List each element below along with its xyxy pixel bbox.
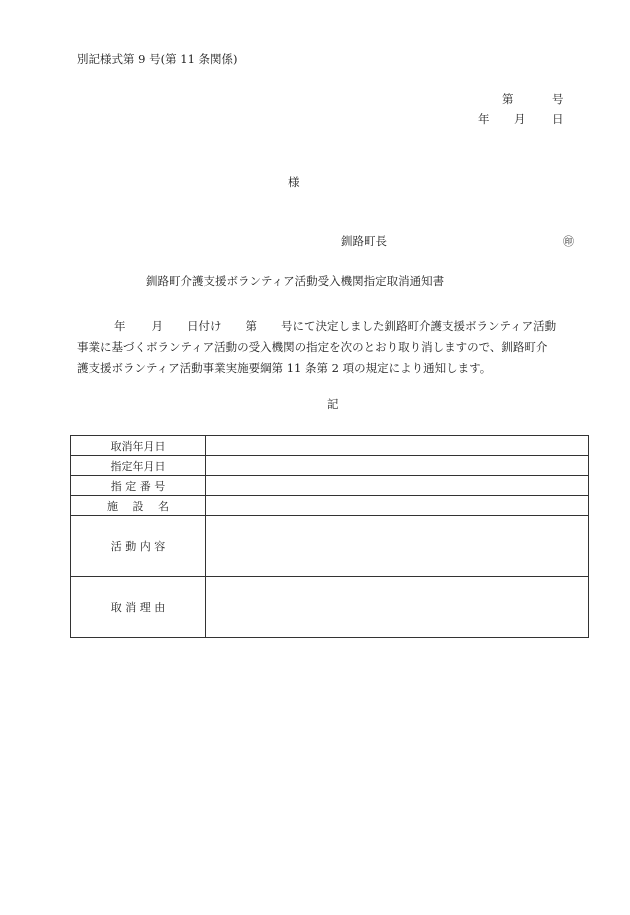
body-paragraph	[77, 316, 592, 379]
date-year: 年	[478, 112, 490, 126]
table-row	[71, 577, 589, 638]
addressee-sama: 様	[288, 175, 300, 189]
row-value-cancel-date[interactable]	[206, 436, 589, 456]
document-title: 釧路町介護支援ボランティア活動受入機関指定取消通知書	[146, 274, 445, 288]
table-row	[71, 436, 589, 456]
seal-mark: ㊞	[563, 235, 574, 248]
table-row	[71, 516, 589, 577]
row-value-facility-name[interactable]	[206, 496, 589, 516]
body-dai: 第	[245, 319, 257, 333]
table-row	[71, 496, 589, 516]
row-value-designation-date[interactable]	[206, 456, 589, 476]
body-line1-rest: 号にて決定しました釧路町介護支援ボランティア活動	[281, 319, 557, 333]
body-line-1	[77, 316, 592, 337]
row-value-activity[interactable]	[206, 516, 589, 577]
number-dai: 第	[502, 92, 514, 106]
table-row	[71, 456, 589, 476]
date-month: 月	[514, 112, 526, 126]
date-day: 日	[552, 112, 564, 126]
row-label-cancel-reason: 取 消 理 由	[71, 577, 206, 638]
body-line-2: 事業に基づくボランティア活動の受入機関の指定を次のとおり取り消しますので、釧路町介	[77, 340, 548, 354]
row-value-cancel-reason[interactable]	[206, 577, 589, 638]
sender-title: 釧路町長	[341, 234, 387, 248]
row-value-designation-number[interactable]	[206, 476, 589, 496]
row-label-activity: 活 動 内 容	[71, 516, 206, 577]
body-line-3: 護支援ボランティア活動事業実施要綱第 11 条第 2 項の規定により通知します。	[77, 361, 492, 375]
details-table	[70, 435, 589, 638]
table-row	[71, 476, 589, 496]
body-dated: 日付け	[187, 319, 222, 333]
number-go: 号	[552, 92, 564, 106]
ki-heading: 記	[327, 397, 339, 411]
row-label-designation-date: 指定年月日	[71, 456, 206, 476]
row-label-facility-name: 施 設 名	[71, 496, 206, 516]
body-year: 年	[114, 319, 126, 333]
form-number: 別記様式第 9 号(第 11 条関係)	[77, 52, 238, 66]
body-month: 月	[151, 319, 163, 333]
row-label-cancel-date: 取消年月日	[71, 436, 206, 456]
row-label-designation-number: 指 定 番 号	[71, 476, 206, 496]
